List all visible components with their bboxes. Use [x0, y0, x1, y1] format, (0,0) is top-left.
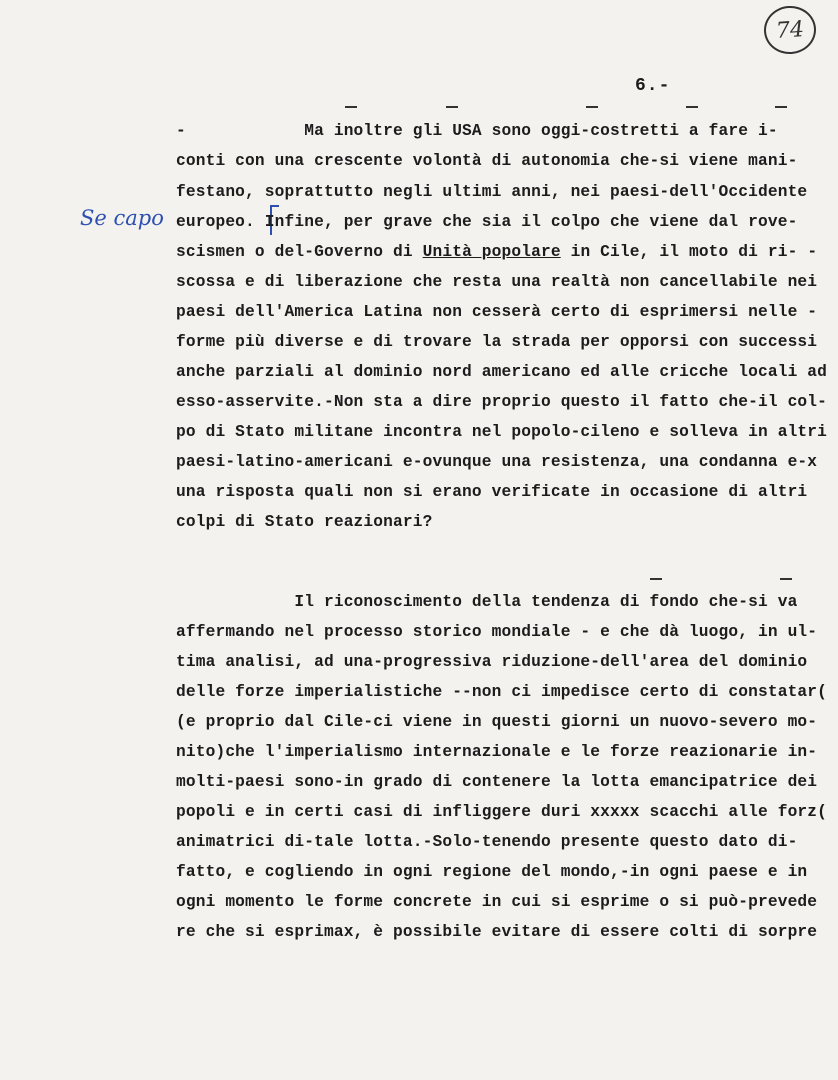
text-line: esso-asservite.-Non sta a dire proprio questo il fatto che-il col-	[176, 393, 828, 411]
text-line: forme più diverse e di trovare la strada per opporsi con successi	[176, 333, 818, 351]
text-line: scossa e di liberazione che resta una realtà non cancellabile nei	[176, 273, 818, 291]
text-line: Il riconoscimento della tendenza di fondo che-si va	[176, 593, 798, 611]
text-line: popoli e in certi casi di infliggere duri xxxxx scacchi alle forz(	[176, 803, 828, 821]
page-stamp: 74	[762, 4, 817, 56]
text-line: affermando nel processo storico mondiale - e che dà luogo, in ul-	[176, 623, 818, 641]
typewriter-tick	[345, 106, 357, 108]
text-line: paesi-latino-americani e-ovunque una resistenza, una condanna e-x	[176, 453, 818, 471]
text-line: europeo. Infine, per grave che sia il colpo che viene dal rove-	[176, 213, 798, 231]
handwritten-margin-note: Se capo	[80, 206, 164, 230]
text-line: po di Stato militane incontra nel popolo-cileno e solleva in altri	[176, 423, 828, 441]
text-line: delle forze imperialistiche --non ci impedisce certo di constatar(	[176, 683, 828, 701]
text-line: molti-paesi sono-in grado di contenere la lotta emancipatrice dei	[176, 773, 818, 791]
text-line: re che si esprimax, è possibile evitare di essere colti di sorpre	[176, 923, 818, 941]
text-line: animatrici di-tale lotta.-Solo-tenendo presente questo dato di-	[176, 833, 798, 851]
text-line: fatto, e cogliendo in ogni regione del mondo,-in ogni paese e in	[176, 863, 808, 881]
typewriter-tick	[650, 578, 662, 580]
text-line: festano, soprattutto negli ultimi anni, nei paesi-dell'Occidente	[176, 183, 808, 201]
text-line	[176, 243, 817, 261]
text-segment: in Cile, il moto di ri- -	[560, 243, 818, 261]
text-line: anche parziali al dominio nord americano ed alle cricche locali ad	[176, 363, 828, 381]
page-number: 6.-	[635, 76, 671, 96]
text-segment: scismen o del-Governo di	[176, 243, 423, 261]
text-line: colpi di Stato reazionari?	[176, 513, 433, 531]
text-line: - Ma inoltre gli USA sono oggi-costretti a fare i-	[176, 122, 778, 140]
typewriter-tick	[686, 106, 698, 108]
text-line: una risposta quali non si erano verificate in occasione di altri	[176, 483, 808, 501]
text-line: (e proprio dal Cile-ci viene in questi giorni un nuovo-severo mo-	[176, 713, 818, 731]
text-line: paesi dell'America Latina non cesserà certo di esprimersi nelle -	[176, 303, 818, 321]
typewriter-tick	[775, 106, 787, 108]
text-line: tima analisi, ad una-progressiva riduzione-dell'area del dominio	[176, 653, 808, 671]
text-line: ogni momento le forme concrete in cui si esprime o si può-prevede	[176, 893, 818, 911]
text-line: conti con una crescente volontà di autonomia che-si viene mani-	[176, 152, 798, 170]
typewriter-tick	[586, 106, 598, 108]
underlined-phrase: Unità popolare	[422, 243, 561, 261]
typewriter-tick	[780, 578, 792, 580]
text-line: nito)che l'imperialismo internazionale e le forze reazionarie in-	[176, 743, 818, 761]
typewriter-tick	[446, 106, 458, 108]
